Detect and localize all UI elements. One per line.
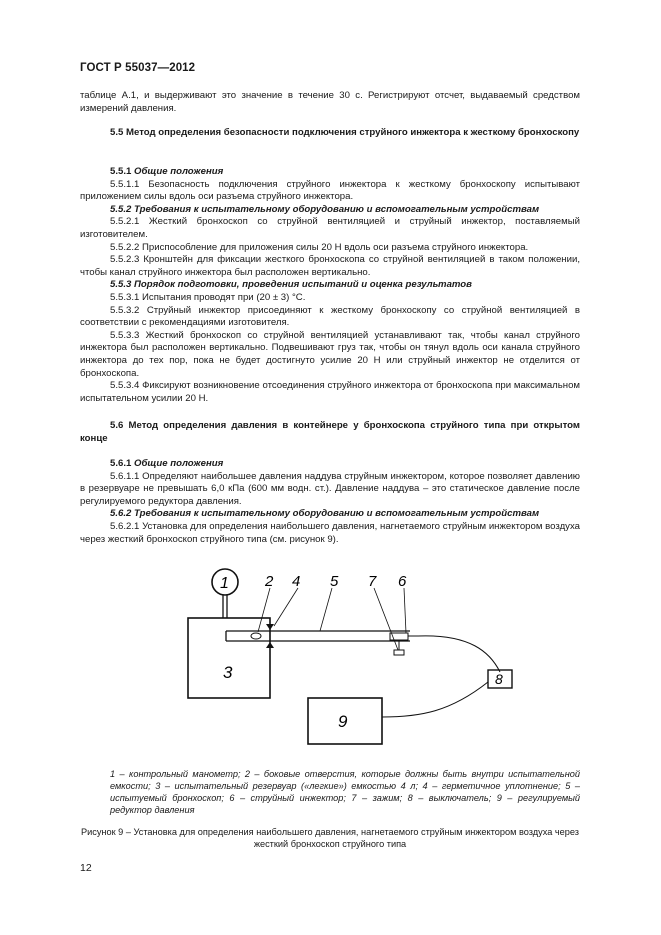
seal-top	[266, 624, 274, 630]
section-5-6	[80, 420, 580, 445]
figure-label-4: 4	[292, 573, 301, 590]
paragraph-5-6-2-1: 5.6.2.1 Установка для определения наибольшего давления, нагнетаемого струйным инжектором воздуха через жесткий бронхоскоп струйного типа (см. рисунок 9).	[80, 520, 580, 545]
hose-injector-to-switch	[418, 636, 500, 672]
subsection-5-6-2-title: 5.6.2 Требования к испытательному оборудованию и вспомогательным устройствам	[110, 508, 540, 520]
intro-text: таблице А.1, и выдерживают это значение в течение 30 с. Регистрируют отсчет, выдаваемый средством измерений давления.	[80, 90, 580, 114]
figure-legend: 1 – контрольный манометр; 2 – боковые отверстия, которые должны быть внутри испытательной емкости; 3 – испытательный резервуар («легкие») емкостью 4 л; 4 – герметичное уплотнение; 5 – испытуемый бронхоскоп; 6 – струйный инжектор; 7 – зажим; 8 – выключатель; 9 – регулируемый редуктор давления	[110, 769, 580, 815]
subsection-5-5-1-heading: Общие положения	[134, 166, 224, 177]
paragraph-5-5-2-3: 5.5.2.3 Кронштейн для фиксации жесткого бронхоскопа со струйной вентиляцией в таком положении, чтобы канал струйного инжектора был расположен вертикально.	[80, 254, 580, 278]
subsection-5-5-1-title	[80, 166, 580, 179]
leader-4	[274, 588, 298, 626]
section-5-5-title: 5.5 Метод определения безопасности подключения струйного инжектора к жесткому бронхоскопу	[110, 127, 580, 138]
figure-label-7: 7	[368, 573, 377, 590]
subsection-5-5-1-number: 5.5.1	[110, 166, 132, 177]
test-reservoir	[188, 618, 270, 698]
side-hole	[251, 633, 261, 639]
hose-switch-to-regulator	[382, 682, 488, 717]
figure-label-5: 5	[330, 573, 339, 590]
section-5-6-body	[80, 458, 580, 546]
subsection-5-5-2-title: 5.5.2 Требования к испытательному оборудованию и вспомогательным устройствам	[110, 203, 540, 215]
paragraph-5-5-3-4: 5.5.3.4 Фиксируют возникновение отсоединения струйного инжектора от бронхоскопа при максимальном испытательном усилии 20 Н.	[80, 380, 580, 404]
figure-label-6: 6	[398, 573, 407, 590]
section-5-5-body	[80, 166, 580, 405]
subsection-5-6-1-title	[80, 458, 580, 471]
document-header: ГОСТ Р 55037—2012	[80, 62, 196, 74]
seal-bottom	[266, 642, 274, 648]
paragraph-5-5-1-1: 5.5.1.1 Безопасность подключения струйного инжектора к жесткому бронхоскопу испытывают приложением силы вдоль оси разъема струйного инжектора.	[80, 178, 580, 203]
paragraph-5-5-3-1: 5.5.3.1 Испытания проводят при (20 ± 3) °С.	[110, 291, 306, 303]
subsection-5-5-3-title: 5.5.3 Порядок подготовки, проведения испытаний и оценка результатов	[110, 279, 472, 291]
paragraph-5-5-3-2: 5.5.3.2 Струйный инжектор присоединяют к жесткому бронхоскопу со струйной вентиляцией в соответствии с рекомендациями изготовителя.	[80, 304, 580, 329]
leader-6	[404, 588, 406, 633]
clamp	[394, 650, 404, 655]
figure-label-1: 1	[220, 575, 229, 592]
figure-label-3: 3	[223, 663, 233, 682]
leader-5	[320, 588, 332, 631]
subsection-5-6-1-number: 5.6.1	[110, 458, 132, 469]
section-5-6-title: 5.6 Метод определения давления в контейнере у бронхоскопа струйного типа при открытом конце	[80, 420, 580, 444]
paragraph-5-5-2-1: 5.5.2.1 Жесткий бронхоскоп со струйной вентиляцией и струйный инжектор, поставляемый изготовителем.	[80, 216, 580, 240]
figure-label-8: 8	[495, 671, 503, 687]
page-number: 12	[80, 862, 92, 874]
intro-paragraph	[80, 90, 580, 115]
paragraph-5-5-2-2: 5.5.2.2 Приспособление для приложения силы 20 Н вдоль оси разъема струйного инжектора.	[110, 241, 529, 253]
subsection-5-6-1-heading: Общие положения	[134, 458, 224, 469]
figure-label-2: 2	[265, 573, 274, 590]
figure-caption: Рисунок 9 – Установка для определения наибольшего давления, нагнетаемого струйным инжектором воздуха через жесткий бронхоскоп струйного типа	[80, 827, 579, 849]
paragraph-5-5-3-3: 5.5.3.3 Жесткий бронхоскоп со струйной вентиляцией устанавливают так, чтобы канал струйного инжектора был расположен вертикально. Подвешивают груз так, чтобы он тянул вдоль оси канала струйного инжектора до тех пор, пока не будет достигнуто усилие 20 Н или струйный инжектор не отделится от бронхоскопа.	[80, 329, 580, 379]
figure-label-9: 9	[338, 712, 348, 731]
figure-9-diagram	[170, 562, 530, 762]
section-5-5	[80, 127, 580, 140]
paragraph-5-6-1-1: 5.6.1.1 Определяют наибольшее давления наддува струйным инжектором, которое позволяет давлению в резервуаре не превышать 6,0 кПа (600 мм водн. ст.). Давление наддува – это статическое давление после регулируемого редуктора давления.	[80, 470, 580, 507]
